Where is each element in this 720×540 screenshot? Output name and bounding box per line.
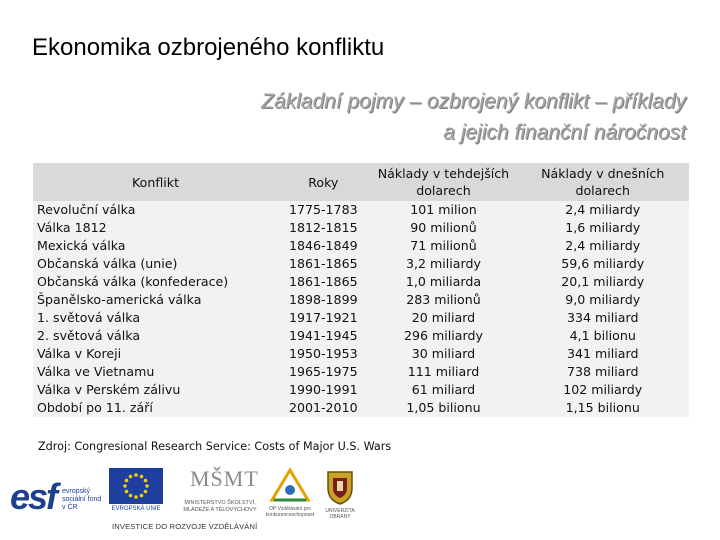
cell-cost-then: 90 milionů bbox=[410, 220, 477, 235]
header-cost-then-line1: Náklady v tehdejších bbox=[377, 166, 510, 181]
cell-cost-now: 4,1 bilionu bbox=[569, 328, 636, 343]
war-costs-grid bbox=[33, 163, 689, 417]
cell-conflict: 1. světová válka bbox=[37, 310, 141, 325]
cell-conflict: Válka 1812 bbox=[37, 220, 107, 235]
cell-cost-now: 102 miliardy bbox=[563, 382, 643, 397]
cell-cost-then: 71 milionů bbox=[410, 238, 477, 253]
header-cost-now-line1: Náklady v dnešních bbox=[541, 166, 665, 181]
cell-cost-then: 296 miliardy bbox=[403, 328, 483, 343]
eu-logo bbox=[107, 468, 165, 520]
subtitle-line-2: a jejich finanční náročnost bbox=[443, 121, 686, 144]
university-caption: UNIVERZITA OBRANY bbox=[325, 508, 355, 520]
cell-years: 1990-1991 bbox=[288, 382, 358, 397]
cell-conflict: Mexická válka bbox=[37, 238, 126, 253]
cell-cost-then: 283 milionů bbox=[406, 292, 481, 307]
cell-cost-now: 341 miliard bbox=[566, 346, 639, 361]
header-cost-then-line2: dolarech bbox=[416, 183, 471, 198]
cell-years: 1861-1865 bbox=[288, 274, 358, 289]
header-years: Roky bbox=[276, 163, 370, 201]
cell-cost-now: 9,0 miliardy bbox=[565, 292, 641, 307]
esf-caption: evropský sociální fond v ČR bbox=[62, 488, 102, 511]
eu-stars-icon bbox=[109, 468, 163, 504]
source-note: Zdroj: Congresional Research Service: Costs of Major U.S. Wars bbox=[38, 440, 392, 453]
cell-conflict: Revoluční válka bbox=[37, 202, 136, 217]
cell-cost-then: 30 miliard bbox=[411, 346, 476, 361]
slide-title: Ekonomika ozbrojeného konfliktu bbox=[32, 34, 385, 61]
table-row bbox=[33, 363, 689, 381]
cell-years: 1846-1849 bbox=[288, 238, 358, 253]
cell-years: 2001-2010 bbox=[288, 400, 358, 415]
cell-cost-now: 2,4 miliardy bbox=[565, 202, 641, 217]
cell-conflict: 2. světová válka bbox=[37, 328, 141, 343]
table-row bbox=[33, 291, 689, 309]
cell-conflict: Občanská válka (konfederace) bbox=[37, 274, 229, 289]
cell-cost-now: 334 miliard bbox=[566, 310, 639, 325]
cell-cost-then: 20 miliard bbox=[411, 310, 476, 325]
cell-years: 1775-1783 bbox=[288, 202, 358, 217]
cell-years: 1917-1921 bbox=[288, 310, 358, 325]
cell-cost-now: 1,6 miliardy bbox=[565, 220, 641, 235]
op-emblem-icon bbox=[262, 466, 318, 504]
cell-cost-then: 3,2 miliardy bbox=[406, 256, 481, 271]
table-row bbox=[33, 273, 689, 291]
cell-years: 1941-1945 bbox=[288, 328, 358, 343]
cell-cost-then: 101 milion bbox=[410, 202, 477, 217]
cell-cost-now: 59,6 miliardy bbox=[561, 256, 645, 271]
cell-conflict: Válka ve Vietnamu bbox=[37, 364, 155, 379]
table-row bbox=[33, 219, 689, 237]
header-cost-now-line2: dolarech bbox=[575, 183, 630, 198]
cell-years: 1898-1899 bbox=[288, 292, 358, 307]
cell-cost-now: 2,4 miliardy bbox=[565, 238, 641, 253]
cell-cost-now: 1,15 bilionu bbox=[565, 400, 640, 415]
op-logo bbox=[262, 466, 318, 520]
header-cost-then bbox=[371, 163, 517, 201]
cell-cost-then: 1,0 miliarda bbox=[405, 274, 482, 289]
university-crest-icon bbox=[322, 468, 358, 506]
msmt-wordmark: MŠMT bbox=[190, 466, 259, 491]
cell-conflict: Válka v Perském zálivu bbox=[37, 382, 181, 397]
eu-caption: EVROPSKÁ UNIE bbox=[111, 506, 161, 512]
cell-years: 1950-1953 bbox=[288, 346, 358, 361]
cell-cost-then: 111 miliard bbox=[407, 364, 480, 379]
cell-conflict: Válka v Koreji bbox=[37, 346, 122, 361]
cell-cost-now: 20,1 miliardy bbox=[561, 274, 645, 289]
table-row bbox=[33, 327, 689, 345]
cell-cost-then: 1,05 bilionu bbox=[406, 400, 481, 415]
header-conflict: Konflikt bbox=[33, 163, 276, 201]
esf-wordmark: esf bbox=[10, 476, 57, 517]
header-cost-now bbox=[516, 163, 689, 201]
cell-conflict: Španělsko-americká válka bbox=[37, 292, 202, 307]
table-row bbox=[33, 309, 689, 327]
table-row bbox=[33, 255, 689, 273]
investment-slogan: INVESTICE DO ROZVOJE VZDĚLÁVÁNÍ bbox=[112, 522, 258, 531]
msmt-caption: MINISTERSTVO ŠKOLSTVÍ, MLÁDEŽE A TĚLOVÝCHOVY bbox=[183, 500, 257, 513]
cell-years: 1965-1975 bbox=[288, 364, 358, 379]
eu-flag-icon bbox=[109, 468, 163, 504]
cell-conflict: Období po 11. září bbox=[37, 400, 153, 415]
msmt-logo bbox=[180, 466, 258, 520]
war-costs-table bbox=[33, 163, 689, 417]
subtitle-line-1: Základní pojmy – ozbrojený konflikt – příklady bbox=[261, 90, 686, 113]
table-row bbox=[33, 345, 689, 363]
table-row bbox=[33, 201, 689, 219]
cell-cost-now: 738 miliard bbox=[566, 364, 639, 379]
table-row bbox=[33, 399, 689, 417]
op-caption: OP Vzdělávání pro konkurenceschopnost bbox=[265, 506, 315, 518]
cell-cost-then: 61 miliard bbox=[411, 382, 476, 397]
table-row bbox=[33, 237, 689, 255]
slide-subtitle bbox=[46, 86, 686, 148]
cell-conflict: Občanská válka (unie) bbox=[37, 256, 178, 271]
cell-years: 1861-1865 bbox=[288, 256, 358, 271]
table-header-row bbox=[33, 163, 689, 201]
university-logo bbox=[322, 468, 358, 522]
table-row bbox=[33, 381, 689, 399]
esf-logo bbox=[10, 470, 102, 518]
cell-years: 1812-1815 bbox=[288, 220, 358, 235]
